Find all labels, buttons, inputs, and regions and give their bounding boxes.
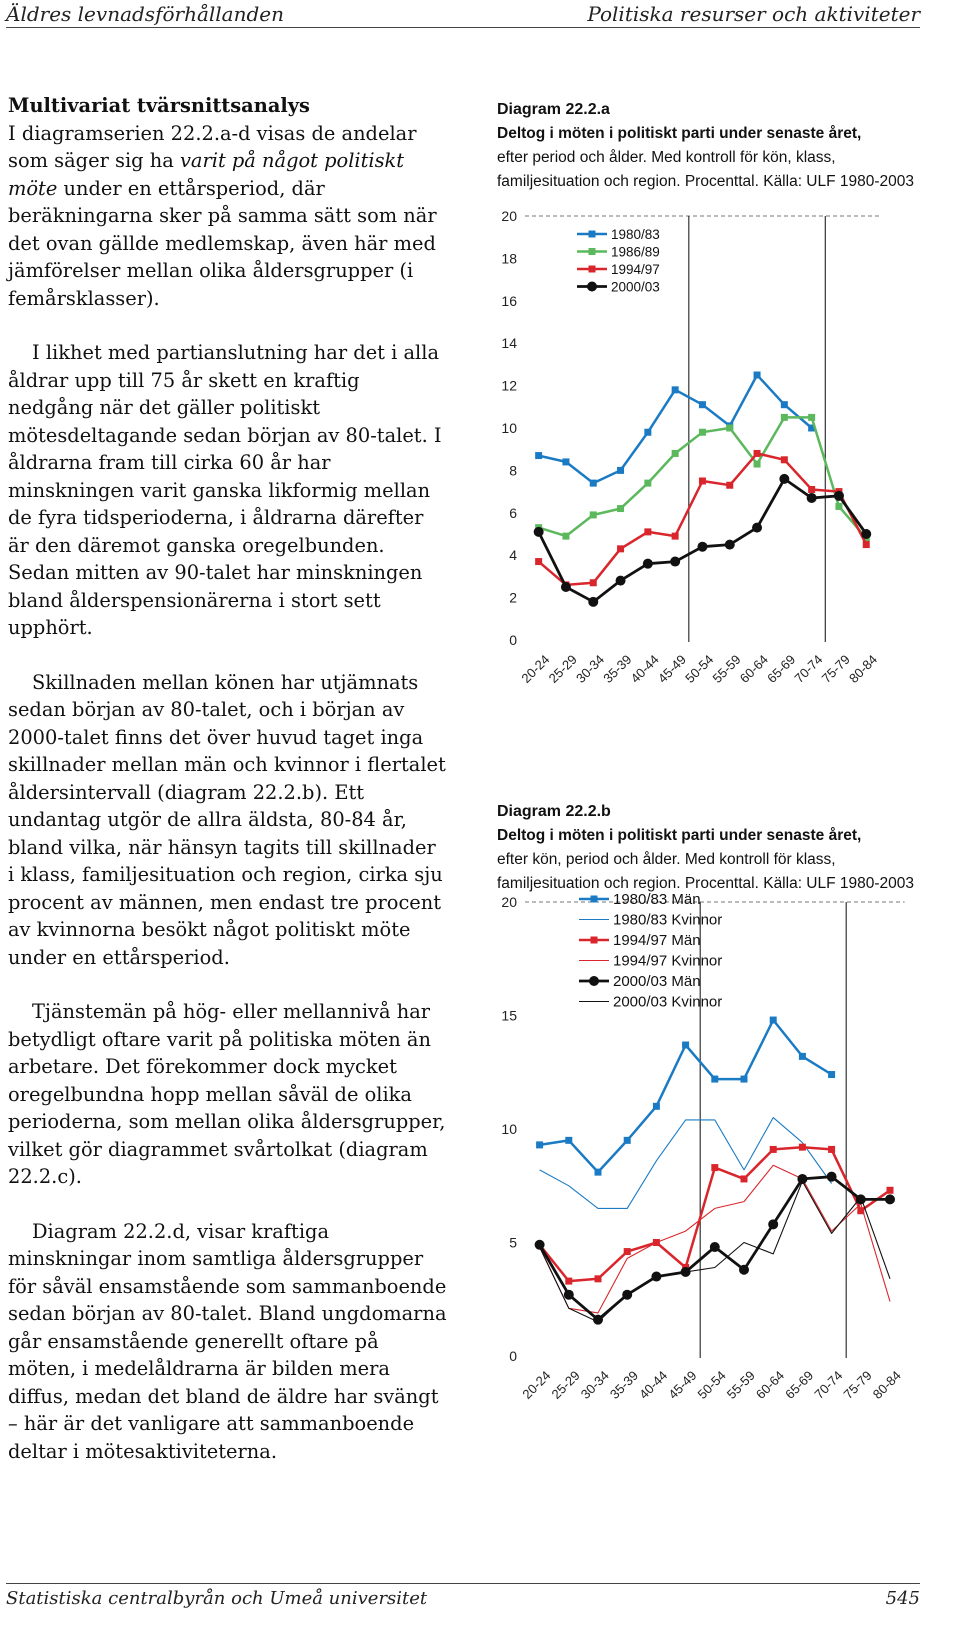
y-tick-label: 16: [501, 292, 517, 309]
data-point: [863, 541, 870, 548]
data-point: [711, 1076, 718, 1083]
data-point: [754, 461, 761, 468]
legend-label: 2000/03: [611, 279, 660, 295]
data-point: [644, 480, 651, 487]
section-heading: Multivariat tvärsnittsanalys: [8, 94, 310, 117]
data-point: [562, 458, 569, 465]
data-point: [682, 1042, 689, 1049]
data-point: [710, 1242, 720, 1252]
diagram-a-caption: [497, 98, 927, 194]
data-point: [725, 540, 735, 550]
x-tick-label: 35-39: [600, 651, 635, 686]
data-point: [799, 1144, 806, 1151]
y-tick-label: 20: [501, 208, 517, 224]
emphasis-text: varit på något politiskt möte: [8, 149, 405, 200]
x-tick-label: 50-54: [682, 651, 717, 686]
y-tick-label: 0: [509, 632, 517, 648]
data-point: [834, 491, 844, 501]
data-point: [699, 401, 706, 408]
data-point: [617, 505, 624, 512]
body-text-column: [8, 92, 448, 1492]
y-tick-label: 20: [501, 894, 517, 910]
data-point: [535, 558, 542, 565]
legend-marker: [589, 976, 599, 986]
legend-marker: [589, 248, 596, 255]
data-point: [781, 414, 788, 421]
data-point: [741, 1076, 748, 1083]
legend-label: 1994/97 Män: [613, 932, 701, 949]
data-point: [595, 1169, 602, 1176]
x-tick-label: 40-44: [627, 651, 662, 686]
paragraph-5: Diagram 22.2.d, visar kraftiga minskningar inom samtliga åldersgrupper för såväl ensamstående som sammanboende sedan början av 80-talet. Bland ungdomarna går ensamstående generellt oftare på möten, i medelåldrarna är bilden mera diffus, medan det bland de äldre har svängt – här är det vanligare att sammanboende deltar i mötesaktiviteterna.: [8, 1219, 447, 1463]
diagram-a-subtitle: efter period och ålder. Med kontroll för kön, klass, familjesituation och region. Procenttal. Källa: ULF 1980-2003: [497, 149, 915, 190]
y-tick-label: 10: [501, 420, 517, 436]
data-point: [561, 582, 571, 592]
data-point: [624, 1137, 631, 1144]
y-tick-label: 4: [509, 547, 517, 564]
x-tick-label: 25-29: [545, 651, 580, 686]
y-tick-label: 0: [509, 1348, 517, 1364]
legend-marker: [589, 231, 596, 238]
header-left: Äldres levnadsförhållanden: [6, 2, 284, 26]
data-point: [624, 1248, 631, 1255]
data-point: [617, 545, 624, 552]
data-point: [781, 401, 788, 408]
y-tick-label: 2: [509, 589, 517, 606]
data-point: [644, 429, 651, 436]
data-point: [565, 1278, 572, 1285]
data-point: [726, 482, 733, 489]
y-tick-label: 5: [509, 1234, 517, 1251]
data-point: [827, 1172, 837, 1182]
x-tick-label: 55-59: [723, 1367, 758, 1402]
data-point: [754, 372, 761, 379]
series-line: [540, 1165, 890, 1313]
legend-label: 1994/97: [611, 262, 660, 277]
y-tick-label: 18: [501, 250, 517, 267]
data-point: [590, 511, 597, 518]
data-point: [754, 450, 761, 457]
data-point: [739, 1265, 749, 1275]
x-tick-label: 65-69: [782, 1367, 817, 1402]
data-point: [672, 533, 679, 540]
legend-marker: [589, 266, 596, 273]
diagram-b-title: Deltog i möten i politiskt parti under senaste året,: [497, 827, 862, 844]
header-right: Politiska resurser och aktiviteter: [587, 2, 920, 26]
footer-rule: [6, 1583, 920, 1584]
legend-label: 1980/83 Kvinnor: [613, 911, 723, 929]
y-tick-label: 6: [509, 504, 517, 521]
x-tick-label: 75-79: [818, 651, 853, 686]
x-tick-label: 20-24: [519, 1367, 554, 1402]
x-tick-label: 25-29: [548, 1367, 583, 1402]
diagram-a-chart: [497, 208, 927, 733]
x-tick-label: 80-84: [846, 651, 881, 686]
series-line: [540, 1118, 832, 1209]
legend-marker: [591, 896, 598, 903]
data-point: [697, 542, 707, 552]
data-point: [644, 528, 651, 535]
data-point: [588, 597, 598, 607]
data-point: [828, 1146, 835, 1153]
data-point: [564, 1290, 574, 1300]
legend-marker: [591, 937, 598, 944]
diagram-b-chart: [497, 891, 927, 1463]
legend-marker: [587, 282, 597, 292]
page-number: 545: [885, 1588, 920, 1609]
diagram-b-number: Diagram 22.2.b: [497, 803, 611, 820]
data-point: [536, 1141, 543, 1148]
x-tick-label: 60-64: [752, 1367, 788, 1402]
legend-label: 2000/03 Män: [613, 973, 701, 990]
data-point: [770, 1146, 777, 1153]
data-point: [781, 456, 788, 463]
header-rule: [6, 27, 920, 28]
data-point: [808, 486, 815, 493]
data-point: [653, 1103, 660, 1110]
data-point: [643, 559, 653, 569]
data-point: [590, 579, 597, 586]
data-point: [562, 533, 569, 540]
running-header: [0, 2, 960, 28]
paragraph-3: Skillnaden mellan könen har utjämnats sedan början av 80-talet, och i början av 2000-talet finns det över huvud taget inga skillnader mellan män och kvinnor i flertalet åldersintervall (diagram 22.2.b). Ett undantag utgör de allra äldsta, 80-84 år, bland vilka, när hänsyn tagits till skillnader i klass, familjesituation och region, cirka sju procent av männen, men endast tre procent av kvinnorna besökt något politiskt möte under en ettårsperiod.: [8, 670, 446, 969]
data-point: [699, 429, 706, 436]
data-point: [672, 450, 679, 457]
diagram-b-caption: [497, 800, 927, 896]
data-point: [699, 478, 706, 485]
y-tick-label: 15: [501, 1007, 517, 1024]
data-point: [807, 493, 817, 503]
data-point: [828, 1071, 835, 1078]
x-tick-label: 50-54: [694, 1367, 729, 1402]
y-tick-label: 14: [501, 335, 517, 352]
data-point: [617, 467, 624, 474]
legend-label: 1994/97 Kvinnor: [613, 952, 723, 970]
data-point: [835, 503, 842, 510]
x-tick-label: 30-34: [573, 651, 608, 686]
x-tick-label: 70-74: [791, 651, 826, 686]
data-point: [565, 1137, 572, 1144]
data-point: [887, 1187, 894, 1194]
x-tick-label: 35-39: [606, 1367, 642, 1402]
data-point: [672, 386, 679, 393]
data-point: [808, 414, 815, 421]
diagram-a-title: Deltog i möten i politiskt parti under senaste året,: [497, 125, 862, 142]
legend-label: 1980/83 Män: [613, 891, 701, 908]
legend-label: 1986/89: [611, 244, 660, 260]
legend-label: 1980/83: [611, 227, 660, 242]
x-tick-label: 45-49: [654, 651, 690, 686]
data-point: [616, 576, 626, 586]
data-point: [534, 527, 544, 537]
y-tick-label: 10: [501, 1121, 517, 1137]
x-tick-label: 40-44: [636, 1367, 671, 1402]
data-point: [779, 474, 789, 484]
data-point: [861, 529, 871, 539]
x-tick-label: 65-69: [764, 651, 799, 686]
data-point: [770, 1017, 777, 1024]
diagram-a-number: Diagram 22.2.a: [497, 101, 610, 118]
paragraph-4: Tjänstemän på hög- eller mellannivå har betydligt oftare varit på politiska möten än arbetare. Det förekommer dock mycket oregelbundna hopp mellan såväl de olika perioderna, som mellan olika åldersgrupper, vilket gör diagrammet svårtolkat (diagram 22.2.c).: [8, 1000, 446, 1188]
footer-left: Statistiska centralbyrån och Umeå universitet: [6, 1588, 428, 1609]
data-point: [752, 523, 762, 533]
x-tick-label: 45-49: [665, 1367, 700, 1402]
data-point: [885, 1194, 895, 1204]
data-point: [856, 1194, 866, 1204]
data-point: [799, 1053, 806, 1060]
x-tick-label: 75-79: [840, 1367, 875, 1402]
paragraph-1: I diagramserien 22.2.a-d visas de andelar som säger sig ha varit på något politiskt möte under en ettårsperiod, där beräkningarna sker på samma sätt som när det ovan gällde medlemskap, även här med jämförelser mellan olika åldersgrupper (i femårsklasser).: [8, 121, 437, 310]
data-point: [535, 452, 542, 459]
paragraph-2: I likhet med partianslutning har det i alla åldrar upp till 75 år skett en kraftig nedgång när det gäller politiskt mötesdeltagande sedan början av 80-talet. I åldrarna fram till cirka 60 år har minskningen varit ganska likformig mellan de fyra tidsperioderna, i åldrarna därefter är den däremot ganska oregelbunden. Sedan mitten av 90-talet har minskningen bland ålderspensionärerna i stort sett upphört.: [8, 341, 442, 639]
legend-label: 2000/03 Kvinnor: [613, 993, 723, 1011]
data-point: [768, 1219, 778, 1229]
data-point: [590, 480, 597, 487]
data-point: [595, 1275, 602, 1282]
y-tick-label: 8: [509, 462, 517, 479]
y-tick-label: 12: [501, 377, 517, 394]
data-point: [741, 1175, 748, 1182]
diagram-b-subtitle: efter kön, period och ålder. Med kontroll för klass, familjesituation och region. Procenttal. Källa: ULF 1980-2003: [497, 851, 915, 892]
data-point: [711, 1164, 718, 1171]
data-point: [726, 425, 733, 432]
x-tick-label: 20-24: [518, 651, 553, 686]
data-point: [670, 557, 680, 567]
x-tick-label: 80-84: [869, 1367, 904, 1402]
x-tick-label: 55-59: [709, 651, 744, 686]
x-tick-label: 60-64: [736, 651, 771, 686]
x-tick-label: 30-34: [577, 1367, 612, 1402]
x-tick-label: 70-74: [811, 1367, 846, 1402]
